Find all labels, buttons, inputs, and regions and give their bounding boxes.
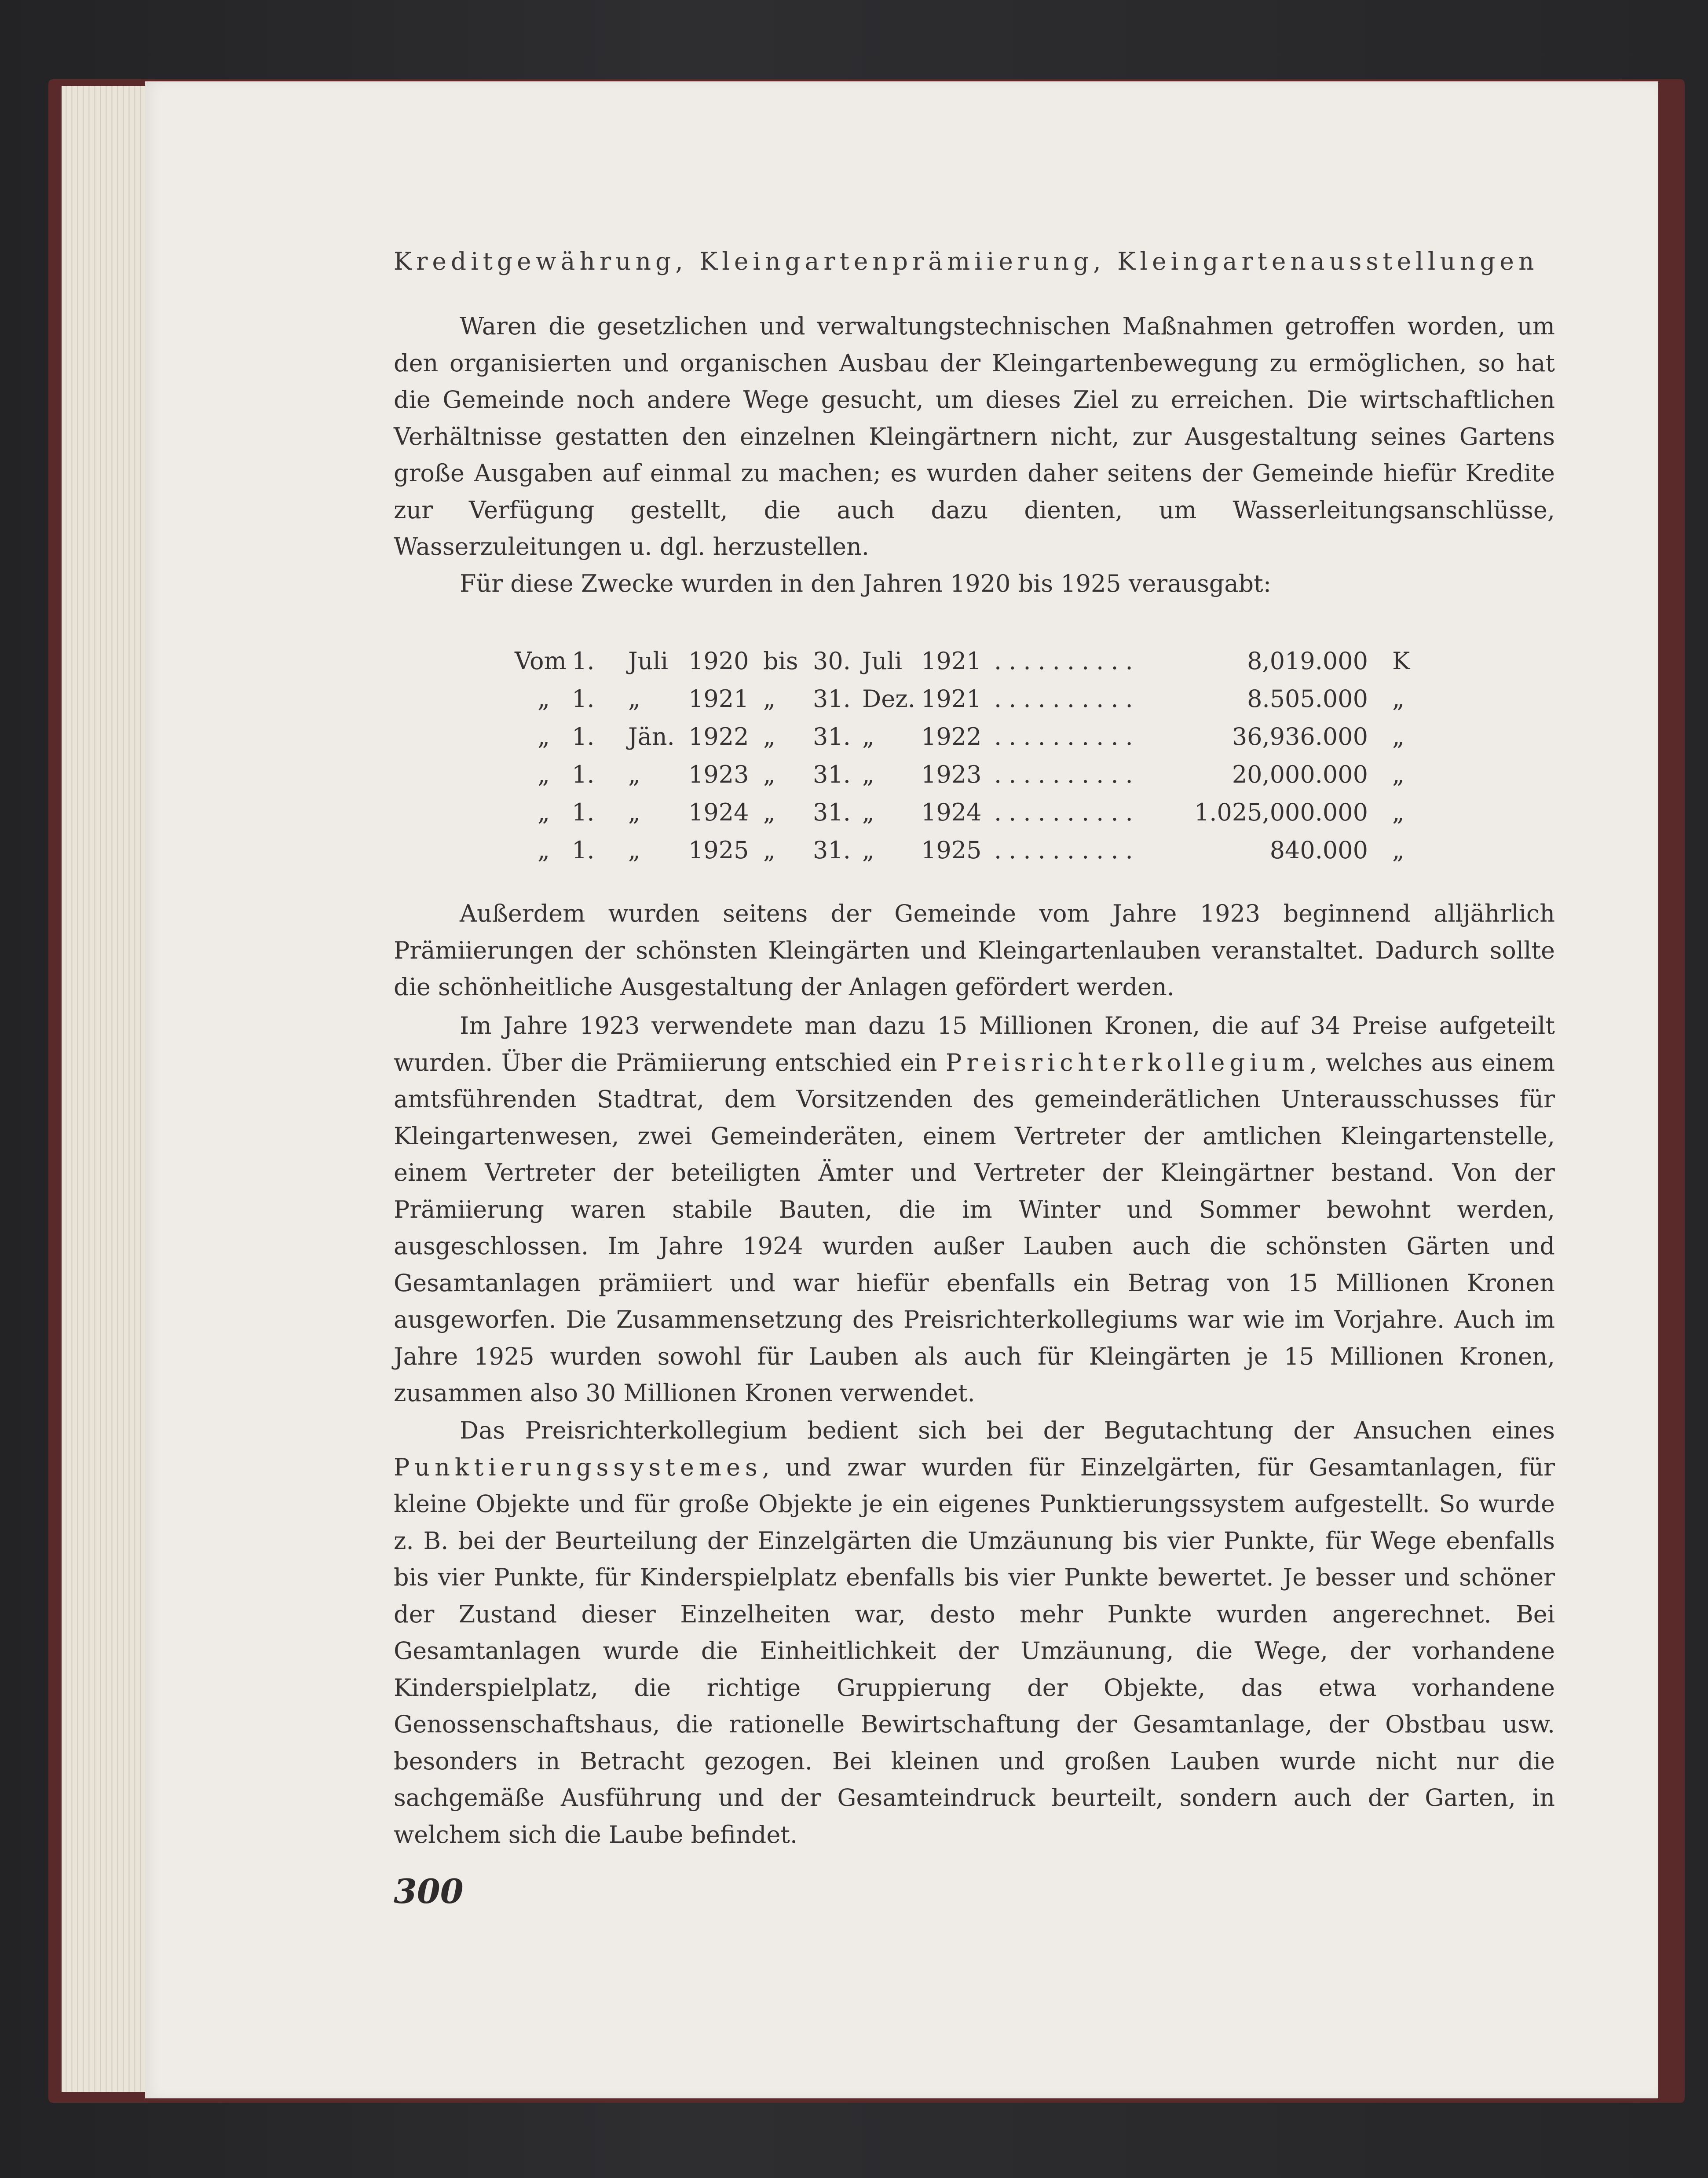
range-word: „ — [763, 761, 775, 788]
leader-dots: .......... — [994, 647, 1140, 675]
start-year: 1922 — [688, 723, 749, 750]
start-month: „ — [628, 761, 640, 788]
table-row — [515, 756, 1430, 794]
leader-dots: .......... — [994, 685, 1140, 713]
row-prefix: Vom — [515, 647, 567, 675]
row-prefix: „ — [538, 836, 550, 864]
page-edges — [62, 86, 158, 2092]
row-prefix: „ — [538, 798, 550, 826]
end-day: 30. — [813, 647, 851, 675]
paragraph-scoring — [394, 1412, 1555, 1853]
range-word: bis — [763, 647, 798, 675]
end-month: Juli — [862, 647, 902, 675]
amount: 840.000 — [1269, 836, 1368, 864]
end-month: „ — [862, 798, 874, 826]
end-month: Dez. — [862, 685, 915, 713]
table-row — [515, 794, 1430, 831]
table-row — [515, 642, 1430, 680]
table-row — [515, 680, 1430, 718]
start-day: 1. — [572, 685, 595, 713]
end-year: 1921 — [921, 685, 982, 713]
currency-unit: „ — [1392, 836, 1404, 864]
amount: 36,936.000 — [1232, 723, 1368, 750]
currency-unit: „ — [1392, 761, 1404, 788]
end-day: 31. — [813, 685, 851, 713]
page-number: 300 — [394, 1872, 464, 1911]
scoring-text-start: Das Preisrichterkollegium bedient sich bei der Begutachtung der Ansuchen eines — [460, 1417, 1555, 1444]
end-year: 1924 — [921, 798, 982, 826]
row-prefix: „ — [538, 761, 550, 788]
amount: 20,000.000 — [1232, 761, 1368, 788]
amount: 1.025,000.000 — [1194, 798, 1368, 826]
jury-text-start: Im Jahre 1923 verwendete man dazu 15 Millionen Kronen, die auf 34 Preise aufgeteilt wurden. Über die Prämiierung entschied ein — [394, 1012, 1555, 1076]
table-row — [515, 718, 1430, 756]
table-row — [515, 831, 1430, 869]
jury-text-end: , welches aus einem amtsführenden Stadtrat, dem Vorsitzenden des gemeinderätlichen Unterausschusses für Kleingartenwesen, zwei Gemeinderäten, einem Vertreter der amtlichen Kleingartenstelle, einem Vertreter der beteiligten Ämter und Vertreter der Kleingärtner bestand. Von der Prämiierung waren stabile Bauten, die im Winter und Sommer bewohnt werden, ausgeschlossen. Im Jahre 1924 wurden außer Lauben auch die schönsten Gärten und Gesamtanlagen prämiiert und war hiefür ebenfalls ein Betrag von 15 Millionen Kronen ausgeworfen. Die Zusammensetzung des Preisrichterkollegiums war wie im Vorjahre. Auch im Jahre 1925 wurden sowohl für Lauben als auch für Kleingärten je 15 Millionen Kronen, zusammen also 30 Millionen Kronen verwendet. — [394, 1048, 1555, 1407]
end-year: 1925 — [921, 836, 982, 864]
scoring-text-end: , und zwar wurden für Einzelgärten, für Gesamtanlagen, für kleine Objekte und für große Objekte je ein eigenes Punktierungssystem aufgestellt. So wurde z. B. bei der Beurteilung der Einzelgärten die Umzäunung bis vier Punkte, für Wege ebenfalls bis vier Punkte, für Kinderspielplatz ebenfalls bis vier Punkte bewertet. Je besser und schöner der Zustand dieser Einzelheiten war, desto mehr Punkte wurden angerechnet. Bei Gesamtanlagen wurde die Einheitlichkeit der Umzäunung, die Wege, der vorhandene Kinderspielplatz, die richtige Gruppierung der Objekte, das etwa vorhandene Genossenschaftshaus, die rationelle Bewirtschaftung der Gesamtanlage, der Obstbau usw. besonders in Betracht gezogen. Bei kleinen und großen Lauben wurde nicht nur die sachgemäße Ausführung und der Gesamteindruck beurteilt, sondern auch der Garten, in welchem sich die Laube befindet. — [394, 1453, 1555, 1849]
leader-dots: .......... — [994, 761, 1140, 788]
start-day: 1. — [572, 836, 595, 864]
end-year: 1922 — [921, 723, 982, 750]
start-day: 1. — [572, 647, 595, 675]
end-month: „ — [862, 836, 874, 864]
range-word: „ — [763, 723, 775, 750]
start-year: 1924 — [688, 798, 749, 826]
start-month: Jän. — [628, 723, 675, 750]
end-day: 31. — [813, 761, 851, 788]
start-month: „ — [628, 685, 640, 713]
end-day: 31. — [813, 723, 851, 750]
paragraph-credit: Waren die gesetzlichen und verwaltungstechnischen Maßnahmen getroffen worden, um den organisierten und organischen Ausbau der Kleingartenbewegung zu ermöglichen, so hat die Gemeinde noch andere Wege gesucht, um dieses Ziel zu erreichen. Die wirtschaftlichen Verhältnisse gestatten den einzelnen Kleingärtnern nicht, zur Ausgestaltung seines Gartens große Ausgaben auf einmal zu machen; es wurden daher seitens der Gemeinde hiefür Kredite zur Verfügung gestellt, die auch dazu dienten, um Wasserleitungsanschlüsse, Wasserzuleitungen u. dgl. herzustellen. — [394, 312, 1555, 560]
range-word: „ — [763, 685, 775, 713]
leader-dots: .......... — [994, 836, 1140, 864]
currency-unit: K — [1392, 647, 1410, 675]
leader-dots: .......... — [994, 798, 1140, 826]
start-month: „ — [628, 798, 640, 826]
leader-dots: .......... — [994, 723, 1140, 750]
amount: 8,019.000 — [1247, 647, 1368, 675]
start-month: Juli — [628, 647, 668, 675]
start-year: 1925 — [688, 836, 749, 864]
range-word: „ — [763, 798, 775, 826]
amount: 8.505.000 — [1247, 685, 1368, 713]
expenditure-table — [515, 642, 1430, 869]
currency-unit: „ — [1392, 723, 1404, 750]
paragraph-awards: Außerdem wurden seitens der Gemeinde vom Jahre 1923 beginnend alljährlich Prämiierungen der schönsten Kleingärten und Kleingartenlauben veranstaltet. Dadurch sollte die schönheitliche Ausgestaltung der Anlagen gefördert werden. — [394, 900, 1555, 1001]
end-month: „ — [862, 761, 874, 788]
end-day: 31. — [813, 798, 851, 826]
end-year: 1921 — [921, 647, 982, 675]
paragraph-expenditure-intro: Für diese Zwecke wurden in den Jahren 1920 bis 1925 verausgabt: — [460, 570, 1272, 597]
currency-unit: „ — [1392, 798, 1404, 826]
currency-unit: „ — [1392, 685, 1404, 713]
paragraph-jury — [394, 1007, 1555, 1412]
row-prefix: „ — [538, 723, 550, 750]
running-heading: Kreditgewährung, Kleingartenprämiierung, Kleingartenausstellungen — [394, 247, 1539, 275]
start-day: 1. — [572, 761, 595, 788]
end-month: „ — [862, 723, 874, 750]
start-month: „ — [628, 836, 640, 864]
jury-term: Preisrichterkollegium — [946, 1048, 1310, 1076]
end-day: 31. — [813, 836, 851, 864]
range-word: „ — [763, 836, 775, 864]
start-year: 1923 — [688, 761, 749, 788]
start-day: 1. — [572, 723, 595, 750]
row-prefix: „ — [538, 685, 550, 713]
start-year: 1920 — [688, 647, 749, 675]
start-day: 1. — [572, 798, 595, 826]
start-year: 1921 — [688, 685, 749, 713]
end-year: 1923 — [921, 761, 982, 788]
scoring-term: Punktierungssystemes — [394, 1453, 762, 1481]
